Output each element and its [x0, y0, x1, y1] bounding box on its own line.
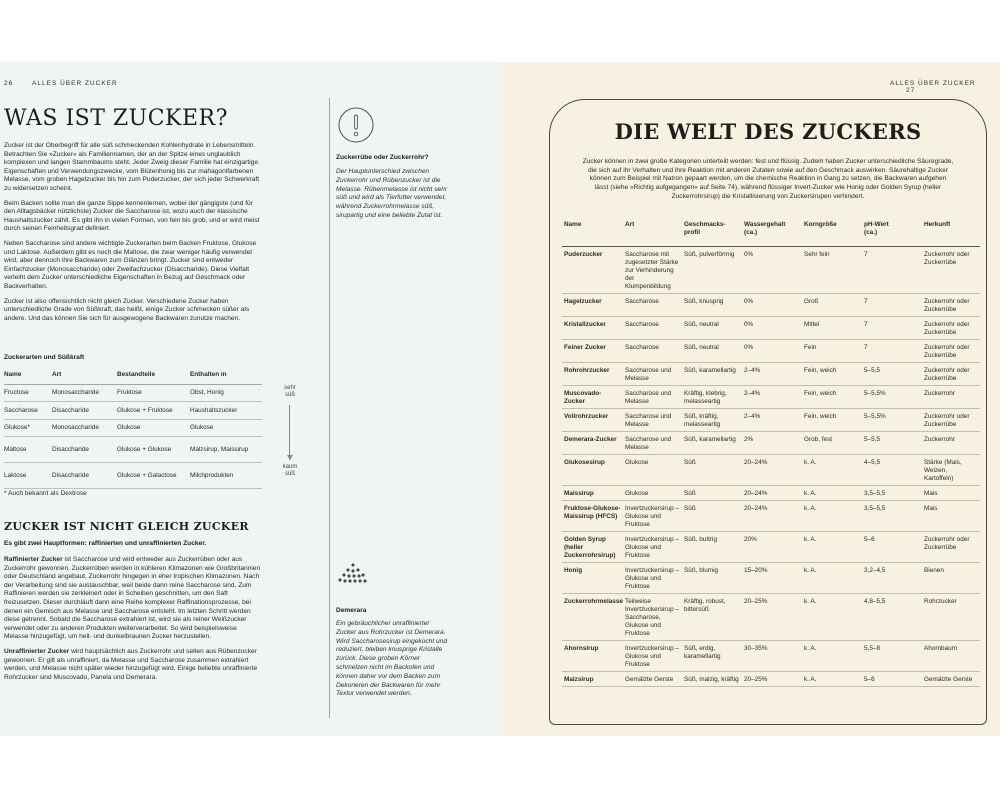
table-cell: Zuckerrohr oder Zuckerrübe	[922, 531, 980, 562]
table-cell: Maltose	[4, 437, 52, 463]
table-row	[562, 385, 980, 408]
sugar-world-table	[562, 218, 980, 687]
page-number-left: 26	[4, 80, 14, 87]
table-cell: Grob, fest	[802, 431, 862, 454]
sugar-name-cell: Hagelzucker	[562, 293, 623, 316]
sugar-name-cell: Fruktose-Glukose-Maissirup (HFCS)	[562, 500, 623, 531]
column-header: Enthalten in	[190, 366, 262, 384]
table-cell: 0%	[742, 246, 802, 293]
table-row	[4, 419, 262, 437]
section-lead: Es gibt zwei Hauptformen: raffinierten und unraffinierten Zucker.	[4, 540, 207, 547]
column-header: Name	[4, 366, 52, 384]
refined-text: ist Saccharose und wird entweder aus Zuckerrüben oder aus Zuckerrohr gewonnen. Zuckerrüben werden in kühleren Klimazonen wie Großbritannien oder Deutschland angebaut, Zuckerrohr hingegen in eher tropischen Klimazonen. Nach der Verarbeitung sind sie austauschbar, weil beide dann reine Saccharose sind. Zum Raffinieren werden sie zerkleinert oder in Scheiben geschnitten, um den Saft freizusetzen. Dieser durchläuft dann eine Reihe komplexer Raffinationsprozesse, bei denen ein Gemisch aus Melasse und Saccharose entsteht. Im letzten Schritt werden diese getrennt. Sobald die Saccharose extrahiert ist, wird sie als reiner Weißzucker verwendet oder zu anderen Produkten weiterverarbeitet. So wird beispielsweise Melasse hinzugefügt, um hell- und dunkelbraunen Zucker herzustellen.	[4, 556, 261, 641]
table-cell: 5–5,5%	[862, 385, 922, 408]
table-cell: Rohrzucker	[922, 593, 980, 640]
table-cell: 5,5–8	[862, 640, 922, 671]
table-cell: Zuckerrohr	[922, 385, 980, 408]
table-cell: Mais	[922, 500, 980, 531]
table-cell: 7	[862, 293, 922, 316]
table-row	[562, 316, 980, 339]
column-header: pH-Wert (ca.)	[862, 218, 922, 246]
table-cell: Fein, weich	[802, 408, 862, 431]
table-row	[4, 437, 262, 463]
table-cell: Süß, malzig, kräftig	[682, 671, 742, 686]
left-page-header	[4, 80, 118, 87]
table-cell: Süß, kräftig, melasseartig	[682, 408, 742, 431]
table-cell: Laktose	[4, 463, 52, 489]
column-header: Herkunft	[922, 218, 980, 246]
column-divider	[329, 98, 330, 718]
table-cell: k. A.	[802, 485, 862, 500]
table-cell: Glukose	[190, 419, 262, 437]
sidebar-text-demerara: Ein gebräuchlicher unraffinierter Zucker aus Rohrzucker ist Demerara. Wird Saccharosesirup eingekocht und reduziert, bleiben knusprige Kristalle zurück. Diese groben Körner schmelzen nicht im Backofen und können daher vor dem Backen zum Dekorieren der Backwaren für mehr Textur verwendet werden.	[336, 620, 447, 698]
table-cell: Glukose	[623, 454, 682, 485]
table-cell: Invertzuckersirup – Glukose und Fruktose	[623, 531, 682, 562]
table-cell: Saccharose und Melasse	[623, 431, 682, 454]
table-cell: Glukose + Galactose	[117, 463, 190, 489]
table-cell: Sehr fein	[802, 246, 862, 293]
table-cell: Glukose*	[4, 419, 52, 437]
section-body	[4, 556, 262, 688]
unrefined-label: Unraffinierter Zucker	[4, 647, 70, 655]
table-cell: Saccharose und Melasse	[623, 385, 682, 408]
table-cell: Süß	[682, 485, 742, 500]
sweetness-low-label	[276, 464, 304, 478]
table-cell: Süß, pulverförmig	[682, 246, 742, 293]
table-cell: Zuckerrohr oder Zuckerrübe	[922, 293, 980, 316]
table-row	[562, 562, 980, 593]
sweetness-high-label	[276, 385, 304, 399]
sidebar-text-zuckerruebe: Der Hauptunterschied zwischen Zuckerrohr und Rübenzucker ist die Melasse. Rübenmelasse ist nicht sehr süß und wird als Tierfutter verwendet, während Zuckerrohrmelasse süß, sirupartig und eine beliebte Zutat ist.	[336, 168, 448, 219]
table-cell: Fructose	[4, 384, 52, 402]
sugar-name-cell: Golden Syrup (heller Zuckerrohrsirup)	[562, 531, 623, 562]
table-cell: Kräftig, robust, bittersüß	[682, 593, 742, 640]
table-cell: 4–5,5	[862, 454, 922, 485]
table-cell: Fein	[802, 339, 862, 362]
sidebar-title-zuckerruebe: Zuckerrübe oder Zuckerrohr?	[336, 154, 429, 161]
table-cell: Disaccharide	[52, 463, 117, 489]
sugar-name-cell: Muscovado-Zucker	[562, 385, 623, 408]
table-row	[562, 246, 980, 293]
table-cell: 15–20%	[742, 562, 802, 593]
sugar-table-title: Zuckerarten und Süßkraft	[4, 354, 85, 361]
table-row	[562, 593, 980, 640]
table-cell: 0%	[742, 293, 802, 316]
table-row	[4, 463, 262, 489]
unrefined-paragraph	[4, 648, 262, 682]
table-cell: Mittel	[802, 316, 862, 339]
table-cell: 5–6	[862, 671, 922, 686]
sugar-name-cell: Vollrohrzucker	[562, 408, 623, 431]
table-cell: Saccharose	[623, 316, 682, 339]
table-cell: Bienen	[922, 562, 980, 593]
table-row	[562, 454, 980, 485]
table-header-row	[562, 218, 980, 246]
sugar-name-cell: Feiner Zucker	[562, 339, 623, 362]
table-cell: Mais	[922, 485, 980, 500]
table-row	[562, 485, 980, 500]
table-cell: 0%	[742, 316, 802, 339]
paragraph: Beim Backen sollte man die ganze Sippe kennenlernen, wobei der gängigste (und für den Alltagsbäcker nützlichste) Zucker die Saccharose ist, wozu auch der klassische Haushaltszucker zählt. Es gibt ihn in vielen Formen, von fein bis grob, und er wird meist durch seinen Feinheitsgrad definiert.	[4, 199, 260, 233]
table-row	[4, 402, 262, 420]
table-cell: 5–6	[862, 531, 922, 562]
column-header: Art	[52, 366, 117, 384]
table-cell: Stärke (Mais, Weizen, Kartoffeln)	[922, 454, 980, 485]
sugar-name-cell: Demerara-Zucker	[562, 431, 623, 454]
table-cell: 20–24%	[742, 485, 802, 500]
sugar-name-cell: Glukosesirup	[562, 454, 623, 485]
paragraph: Zucker ist der Oberbegriff für alle süß schmeckenden Kohlenhydrate in Lebensmitteln. Betrachten Sie »Zucker« als Familiennamen, der an der Spitze eines unglaublich komplexen und langen Stammbaums steht. Jeder Zweig dieser Familie hat einzigartige Eigenschaften und Verwendungszwecke, vom Blütenhonig bis zur mahagonifarbenen Melasse, vom groben Hagelzucker bis hin zum Puderzucker, der sich jeder Schwerkraft zu widersetzen scheint.	[4, 142, 260, 192]
section-title-zucker-ungleich: ZUCKER IST NICHT GLEICH ZUCKER	[4, 520, 249, 533]
table-cell: Monosaccharide	[52, 384, 117, 402]
table-cell: 20–25%	[742, 593, 802, 640]
table-cell: 4,8–5,5	[862, 593, 922, 640]
table-cell: Invertzuckersirup – Glukose und Fruktose	[623, 500, 682, 531]
table-cell: 2%	[742, 431, 802, 454]
table-cell: 3,5–5,5	[862, 500, 922, 531]
table-cell: k. A.	[802, 562, 862, 593]
page-title-right: DIE WELT DES ZUCKERS	[614, 119, 922, 144]
table-cell: 20–25%	[742, 671, 802, 686]
right-page-header	[890, 80, 1000, 94]
table-row	[562, 408, 980, 431]
table-cell: 3,5–5,5	[862, 485, 922, 500]
page-number-right: 27	[906, 87, 916, 94]
table-cell: Disaccharide	[52, 402, 117, 420]
sweet-top-line2: süß	[284, 392, 295, 398]
table-cell: 5–5,5%	[862, 408, 922, 431]
table-cell: 7	[862, 316, 922, 339]
table-cell: Fein, weich	[802, 385, 862, 408]
sugar-name-cell: Maissirup	[562, 485, 623, 500]
table-cell: Süß	[682, 500, 742, 531]
column-header: Art	[623, 218, 682, 246]
table-cell: Saccharose und Melasse	[623, 408, 682, 431]
sugar-name-cell: Puderzucker	[562, 246, 623, 293]
sugar-name-cell: Ahornsirup	[562, 640, 623, 671]
sweet-bottom-line1: kaum	[282, 464, 298, 470]
table-cell: 3,2–4,5	[862, 562, 922, 593]
table-cell: Saccharose	[623, 339, 682, 362]
table-cell: k. A.	[802, 671, 862, 686]
table-cell: Saccharose und Melasse	[623, 362, 682, 385]
sugar-name-cell: Kristallzucker	[562, 316, 623, 339]
table-cell: k. A.	[802, 593, 862, 640]
column-header: Geschmacks- profil	[682, 218, 742, 246]
table-cell: Monosaccharide	[52, 419, 117, 437]
table-cell: 20–24%	[742, 500, 802, 531]
sweet-bottom-line2: süß	[284, 471, 295, 477]
table-cell: Zuckerrohr	[922, 431, 980, 454]
table-cell: Glukose + Fruktose	[117, 402, 190, 420]
table-cell: Haushaltszucker	[190, 402, 262, 420]
table-cell: 2–4%	[742, 385, 802, 408]
table-body	[562, 246, 980, 686]
table-cell: Milchprodukten	[190, 463, 262, 489]
table-row	[562, 671, 980, 686]
running-head-right: ALLES ÜBER ZUCKER	[890, 80, 976, 87]
table-cell: 5–5,5	[862, 362, 922, 385]
table-cell: Glukose + Glukose	[117, 437, 190, 463]
column-header: Bestandteile	[117, 366, 190, 384]
table-cell: Groß	[802, 293, 862, 316]
table-cell: Invertzuckersirup – Glukose und Fruktose	[623, 562, 682, 593]
table-cell: Süß, karamellartig	[682, 431, 742, 454]
table-cell: k. A.	[802, 500, 862, 531]
column-header: Name	[562, 218, 623, 246]
table-cell: k. A.	[802, 640, 862, 671]
table-cell: Zuckerrohr oder Zuckerrübe	[922, 408, 980, 431]
intro-text-right: Zucker können in zwei große Kategorien unterteilt werden: fest und flüssig. Zudem haben Zucker unterschiedliche Säuregrade, die sich auf ihr Verhalten und ihre Reaktion mit anderen Zutaten sowie auf den Geschmack auswirken. Säurehaltige Zucker können zum Beispiel mit Natron gepaart werden, um die chemische Reaktion in Gang zu setzen, die Backwaren aufgehen lässt (siehe »Richtig aufgegangen« auf Seite 74), während flüssiger Invert-Zucker wie Honig oder Golden Syrup (heller Zuckerrohrsirup) die Kristallisierung von Zuckersirupen verhindert.	[582, 158, 954, 200]
table-cell: 7	[862, 246, 922, 293]
table-row	[4, 384, 262, 402]
table-cell: Zuckerrohr oder Zuckerrübe	[922, 362, 980, 385]
refined-paragraph	[4, 556, 262, 642]
sugar-name-cell: Zuckerrohrmelasse	[562, 593, 623, 640]
table-cell: Zuckerrohr oder Zuckerrübe	[922, 246, 980, 293]
table-row	[562, 339, 980, 362]
table-cell: 2–4%	[742, 362, 802, 385]
sugar-types-table	[4, 366, 262, 489]
sugar-name-cell: Honig	[562, 562, 623, 593]
column-header: Wassergehalt (ca.)	[742, 218, 802, 246]
table-cell: Zuckerrohr oder Zuckerrübe	[922, 339, 980, 362]
table-cell: Süß, blumig	[682, 562, 742, 593]
table-cell: Glukose	[117, 419, 190, 437]
table-cell: Süß, neutral	[682, 339, 742, 362]
table-cell: 0%	[742, 339, 802, 362]
table-row	[562, 500, 980, 531]
sugar-name-cell: Rohrohrzucker	[562, 362, 623, 385]
table-row	[562, 531, 980, 562]
table-cell: Saccharose	[4, 402, 52, 420]
sweetness-scale-line	[289, 405, 290, 460]
table-cell: 20%	[742, 531, 802, 562]
table-cell: Malzsirup, Maissirup	[190, 437, 262, 463]
column-header: Korngröße	[802, 218, 862, 246]
table-cell: 7	[862, 339, 922, 362]
table-header-row	[4, 366, 262, 384]
table-cell: Süß, neutral	[682, 316, 742, 339]
table-cell: 5–5,5	[862, 431, 922, 454]
table-cell: 2–4%	[742, 408, 802, 431]
table-cell: 30–35%	[742, 640, 802, 671]
table-cell: Saccharose	[623, 293, 682, 316]
table-cell: Süß	[682, 454, 742, 485]
sidebar-title-demerara: Demerara	[336, 607, 367, 614]
table-cell: Obst, Honig	[190, 384, 262, 402]
sweetness-arrow-icon	[287, 455, 293, 460]
table-cell: Gemälzte Gerste	[922, 671, 980, 686]
table-cell: 20–24%	[742, 454, 802, 485]
running-head-left: ALLES ÜBER ZUCKER	[32, 80, 118, 87]
table-row	[562, 431, 980, 454]
paragraph: Neben Saccharose sind andere wichtigte Zuckerarten beim Backen Fruktose, Glukose und Laktose. Außerdem gibt es noch die Maltose, die zwar weniger häufig verwendet wird, aber dennoch ihre Backwaren zum Glänzen bringt. Zucker sind entweder Einfachzucker (Monosaccharide) oder Zweifachzucker (Disaccharide). Diese Vielfalt verleiht dem Zucker unterschiedliche Eigenschaften in Bezug auf Geschmack oder Backverhalten.	[4, 239, 257, 290]
table-row	[562, 362, 980, 385]
table-cell: Gemälzte Gerste	[623, 671, 682, 686]
table-row	[562, 640, 980, 671]
refined-label: Raffinierter Zucker	[4, 556, 63, 563]
intro-text	[4, 142, 262, 329]
table-cell: Saccharose mit zugesetzter Stärke zur Verhinderung der Klumpenbildung	[623, 246, 682, 293]
table-row	[562, 293, 980, 316]
table-cell: k. A.	[802, 454, 862, 485]
table-cell: Ahornbaum	[922, 640, 980, 671]
table-cell: Süß, karamellartig	[682, 362, 742, 385]
table-cell: Kräftig, klebrig, melasseartig	[682, 385, 742, 408]
table-cell: Süß, buttrig	[682, 531, 742, 562]
table-cell: Zuckerrohr oder Zuckerrübe	[922, 316, 980, 339]
unrefined-text: wird hauptsächlich aus Zuckerrohr und selten aus Rübenzucker gewonnen. Er gilt als unraffiniert, da Melasse und Saccharose zusammen extrahiert werden, und Melasse nicht später wieder hinzugefügt wird. Einige beliebte unraffinierte Rohrzucker sind Muscovado, Panela und Demerara.	[4, 647, 258, 681]
table-footnote: * Auch bekannt als Dextrose	[4, 490, 87, 497]
exclamation-icon	[337, 106, 375, 144]
table-cell: Disaccharide	[52, 437, 117, 463]
table-cell: k. A.	[802, 531, 862, 562]
paragraph: Zucker ist also offensichtlich nicht gleich Zucker. Verschiedene Zucker haben unterschiedliche Grade von Süßkraft, das heißt, einige Zucker schmecken süßer als andere. Und das können Sie sich für ausgewogene Backwaren zunutze machen.	[4, 297, 250, 322]
table-cell: Teilweise Invertzuckersirup – Saccharose, Glukose und Fruktose	[623, 593, 682, 640]
sugar-crystals-icon	[336, 560, 370, 586]
sugar-name-cell: Malzsirup	[562, 671, 623, 686]
page-title-left: WAS IST ZUCKER?	[4, 106, 228, 131]
table-cell: Glukose	[623, 485, 682, 500]
table-cell: Süß, erdig, karamellartig	[682, 640, 742, 671]
table-cell: Fruktose	[117, 384, 190, 402]
table-cell: Invertzuckersirup – Glukose und Fruktose	[623, 640, 682, 671]
table-cell: Fein, weich	[802, 362, 862, 385]
sweet-top-line1: sehr	[284, 385, 296, 391]
table-cell: Süß, knusprig	[682, 293, 742, 316]
